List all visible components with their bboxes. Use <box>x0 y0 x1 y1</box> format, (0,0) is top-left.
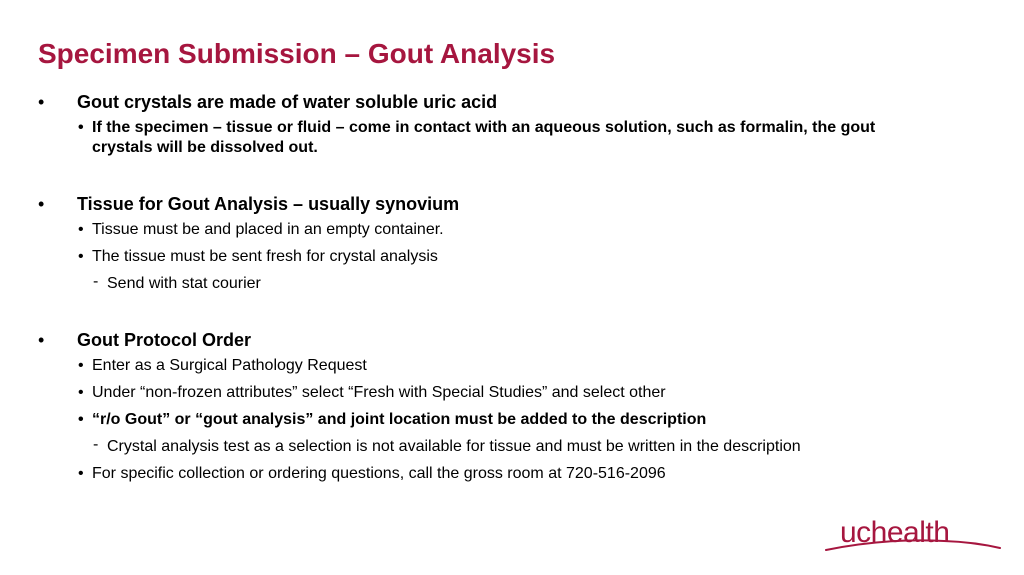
slide-body <box>38 90 938 491</box>
bullet-icon: • <box>38 92 45 112</box>
bullet-icon: • <box>38 194 45 214</box>
list-item <box>38 410 938 430</box>
logo-wordmark: uchealth <box>840 516 950 549</box>
section-heading-text: Gout Protocol Order <box>77 330 252 350</box>
list-item <box>38 118 938 158</box>
list-item-text: Under “non-frozen attributes” select “Fresh with Special Studies” and select other <box>92 384 666 401</box>
list-item-text: For specific collection or ordering questions, call the gross room at 720-516-2096 <box>92 465 666 482</box>
section-heading-tissue <box>38 192 938 216</box>
list-item-text: The tissue must be sent fresh for crystal analysis <box>92 248 438 265</box>
list-item-text: Enter as a Surgical Pathology Request <box>92 357 367 374</box>
section-heading-text: Gout crystals are made of water soluble uric acid <box>77 92 498 112</box>
sub-list-item <box>38 437 938 457</box>
bullet-icon: • <box>78 248 84 265</box>
list-item-text: “r/o Gout” or “gout analysis” and joint location must be added to the description <box>92 411 707 428</box>
bullet-icon: • <box>78 465 84 482</box>
sub-list-item <box>38 274 938 294</box>
list-item-text: If the specimen – tissue or fluid – come in contact with an aqueous solution, such as formalin, the gout crystals will be dissolved out. <box>92 119 876 156</box>
list-item <box>38 464 938 484</box>
bullet-icon: • <box>78 384 84 401</box>
list-item-text: Crystal analysis test as a selection is not available for tissue and must be written in the description <box>107 438 801 455</box>
logo-swoosh-icon <box>824 514 1004 556</box>
bullet-icon: • <box>78 357 84 374</box>
list-item-text: Send with stat courier <box>107 275 261 292</box>
spacer <box>38 301 938 328</box>
list-item-text: Tissue must be and placed in an empty container. <box>92 221 444 238</box>
list-item <box>38 383 938 403</box>
bullet-icon: • <box>78 221 84 238</box>
spacer <box>38 165 938 192</box>
slide-title: Specimen Submission – Gout Analysis <box>38 38 556 69</box>
section-heading-text: Tissue for Gout Analysis – usually synovium <box>77 194 460 214</box>
dash-icon: - <box>93 436 99 453</box>
section-heading-protocol <box>38 328 938 352</box>
list-item <box>38 247 938 267</box>
bullet-icon: • <box>78 119 84 136</box>
bullet-icon: • <box>78 411 84 428</box>
list-item <box>38 356 938 376</box>
uchealth-logo <box>824 514 1004 556</box>
list-item <box>38 220 938 240</box>
dash-icon: - <box>93 273 99 290</box>
section-heading-gout-crystals <box>38 90 938 114</box>
bullet-icon: • <box>38 330 45 350</box>
